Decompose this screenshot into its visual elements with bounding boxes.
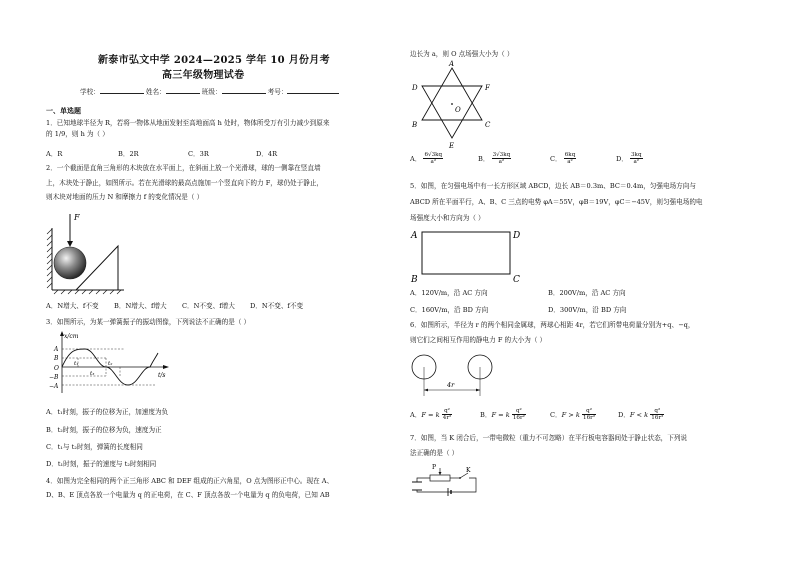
- label-t2: t₂: [108, 361, 113, 367]
- label-p: P: [432, 464, 437, 471]
- name-blank[interactable]: [166, 86, 200, 94]
- q4-line-1: 4．如图为完全相同的两个正三角形 ABC 和 DEF 组成的正六角星，O 点为图形正中心。现在 A、: [46, 477, 334, 485]
- q6-option-a[interactable]: A．F = k $\frac{\text{q²}}{\text{4r²}}$: [410, 408, 452, 422]
- q1-option-a[interactable]: A．R: [46, 150, 63, 158]
- name-label: 姓名：: [145, 88, 166, 96]
- label-neg-b: −B: [49, 374, 59, 381]
- q3-option-b[interactable]: B．t₂时刻，振子的位移为负，速度为正: [46, 426, 162, 434]
- section-heading: 一、单选题: [46, 106, 81, 115]
- q4-option-a-fraction: $\frac{6√3kq}{\text{a²}}$: [424, 152, 443, 166]
- q2-option-a[interactable]: A．N增大、f不变: [46, 302, 99, 310]
- vertex-e: E: [449, 142, 455, 150]
- q6-option-c-fraction: $\frac{\text{q²}}{\text{16r²}}$: [583, 408, 596, 422]
- label-t3: t₃: [90, 371, 95, 377]
- q4-line-2: D、B、E 顶点各放一个电量为 q 的正电荷，在 C、F 顶点各放一个电量为 q 的负电荷，已知 AB: [46, 491, 330, 499]
- q6-spheres-figure: [410, 350, 506, 398]
- q2-figure: [46, 208, 136, 296]
- id-label: 考号：: [267, 88, 288, 96]
- rheostat: [430, 475, 450, 481]
- exam-subtitle: 高三年级物理试卷: [162, 70, 245, 81]
- triangle-abc: [422, 68, 482, 120]
- q2-line-2: 上，木块处于静止，如图所示。若在光滑球的最高点施加一个竖直向下的力 F，球仍处于静止，: [46, 179, 324, 187]
- q2-option-b[interactable]: B．N增大、f增大: [114, 302, 167, 310]
- q5-line-3: 场强度大小和方向为（ ）: [410, 214, 485, 222]
- q1-stem-2: 的 1/9，则 h 为（ ）: [46, 130, 109, 138]
- q4-continued: 边长为 a，则 O 点场强大小为（ ）: [410, 50, 514, 58]
- q3-option-c[interactable]: C．t₁与 t₂时刻，弹簧的长度相同: [46, 443, 143, 451]
- vertex-c: C: [485, 121, 491, 129]
- corner-d: D: [513, 231, 521, 241]
- class-label: 班级：: [201, 88, 222, 96]
- triangle-def: [422, 86, 482, 138]
- q7-line-2: 法正确的是（ ）: [410, 449, 459, 457]
- q7-line-1: 7．如图，当 K 闭合后，一带电微粒（重力不可忽略）在平行板电容器间处于静止状态，下列说: [410, 434, 688, 442]
- q5-option-d[interactable]: D．300V/m，沿 BD 方向: [548, 306, 627, 314]
- vertex-d: D: [412, 84, 418, 92]
- q4-option-a[interactable]: A． $\frac{6√3kq}{\text{a²}}$: [410, 152, 443, 166]
- corner-b: B: [411, 275, 418, 284]
- label-a: A: [54, 346, 59, 353]
- q2-line-1: 2．一个截面是直角三角形的木块放在水平面上，在斜面上放一个光滑球，球的一侧靠在竖直墙: [46, 164, 321, 172]
- label-t1: t₁: [74, 361, 79, 367]
- ground-hatch: [54, 290, 121, 294]
- school-blank[interactable]: [100, 86, 144, 94]
- q6-option-d-fraction: $\frac{\text{q²}}{\text{16r²}}$: [651, 408, 664, 422]
- q4-hexagram-figure: [410, 60, 506, 150]
- distance-arrow-right: [476, 389, 480, 392]
- q3-option-d[interactable]: D．t₁时刻，振子的速度与 t₂时刻相同: [46, 460, 157, 468]
- distance-label: 4r: [447, 381, 455, 389]
- q6-option-b-fraction: $\frac{\text{q²}}{\text{16r²}}$: [512, 408, 525, 422]
- q6-option-c[interactable]: C．F > k $\frac{\text{q²}}{\text{16r²}}$: [550, 408, 596, 422]
- q5-line-1: 5．如图，在匀强电场中有一长方形区域 ABCD，边长 AB＝0.3m、BC＝0.4m，匀强电场方向与: [410, 182, 696, 190]
- q6-option-b[interactable]: B．F = k $\frac{\text{q²}}{\text{16r²}}$: [480, 408, 525, 422]
- q3-option-a[interactable]: A．t₁时刻，振子的位移为正，加速度为负: [46, 408, 169, 416]
- q7-circuit-figure: [410, 460, 490, 500]
- q4-option-b-fraction: $\frac{3√3kq}{\text{a²}}$: [492, 152, 511, 166]
- smooth-ball: [54, 247, 86, 279]
- x-axis-arrow: [163, 365, 169, 369]
- class-blank[interactable]: [222, 86, 266, 94]
- q4-option-d-fraction: $\frac{3kq}{\text{a²}}$: [631, 152, 642, 166]
- q6-line-2: 则它们之间相互作用的静电力 F 的大小为（ ）: [410, 336, 547, 344]
- x-axis-label: t/s: [158, 372, 166, 379]
- slider-head: [439, 472, 442, 475]
- q5-option-b[interactable]: B．200V/m，沿 AC 方向: [548, 289, 626, 297]
- q4-option-b[interactable]: B． $\frac{3√3kq}{\text{a²}}$: [478, 152, 511, 166]
- q6-line-1: 6．如图所示，半径为 r 的两个相同金属球，两球心相距 4r，若它们所带电荷量分别为+q、−q，: [410, 321, 695, 329]
- corner-a: A: [411, 231, 418, 241]
- vertex-b: B: [412, 121, 418, 129]
- q3-stem: 3．如图所示，为某一弹簧振子的振动图像，下列说法不正确的是（ ）: [46, 318, 251, 326]
- q5-option-c[interactable]: C．160V/m，沿 BD 方向: [410, 306, 489, 314]
- switch-pivot: [459, 477, 461, 479]
- q4-option-c-fraction: $\frac{6kq}{\text{a²}}$: [564, 152, 576, 166]
- id-blank[interactable]: [287, 86, 339, 94]
- vertex-f: F: [485, 84, 490, 92]
- vertex-a: A: [449, 60, 455, 68]
- label-b: B: [54, 355, 59, 362]
- corner-c: C: [513, 275, 520, 284]
- force-arrow-head: [67, 241, 73, 247]
- label-k: K: [466, 467, 471, 474]
- q6-option-d[interactable]: D．F < k $\frac{\text{q²}}{\text{16r²}}$: [618, 408, 664, 422]
- q4-option-d[interactable]: D． $\frac{3kq}{\text{a²}}$: [616, 152, 642, 166]
- center-label: O: [455, 106, 461, 114]
- center-point: [451, 103, 453, 105]
- y-axis-label: x/cm: [64, 333, 79, 340]
- q1-option-b[interactable]: B．2R: [118, 150, 139, 158]
- q2-option-d[interactable]: D．N不变、f不变: [250, 302, 304, 310]
- wire-top-left: [417, 478, 430, 482]
- q2-line-3: 则木块对地面的压力 N 和摩擦力 f 的变化情况是（ ）: [46, 193, 204, 201]
- wall-hatch: [47, 229, 52, 288]
- q4-option-c[interactable]: C． $\frac{6kq}{\text{a²}}$: [550, 152, 576, 166]
- q5-rectangle-figure: [410, 224, 522, 284]
- q1-option-c[interactable]: C．3R: [188, 150, 209, 158]
- rectangle-abcd: [422, 232, 510, 274]
- force-label: F: [74, 213, 80, 222]
- q6-option-a-fraction: $\frac{\text{q²}}{\text{4r²}}$: [442, 408, 452, 422]
- school-label: 学校：: [80, 88, 100, 96]
- q2-option-c[interactable]: C．N不变、f增大: [182, 302, 235, 310]
- q5-line-2: ABCD 所在平面平行，A、B、C 三点的电势 φA＝55V，φB＝19V，φC＝−45V，则匀强电场的电: [410, 198, 703, 206]
- q3-oscillation-graph: [46, 329, 176, 395]
- label-neg-a: −A: [49, 383, 59, 390]
- q5-option-a[interactable]: A．120V/m，沿 AC 方向: [410, 289, 488, 297]
- label-o: O: [54, 365, 59, 372]
- exam-title: 新泰市弘文中学 2024—2025 学年 10 月份月考: [98, 55, 330, 66]
- student-info-row: [80, 86, 339, 97]
- distance-arrow-left: [424, 389, 428, 392]
- q1-option-d[interactable]: D．4R: [256, 150, 278, 158]
- q1-stem: 1．已知地球半径为 R，若将一物体从地面发射至高地面高 h 处时，物体所受万有引力减少到原来: [46, 119, 330, 127]
